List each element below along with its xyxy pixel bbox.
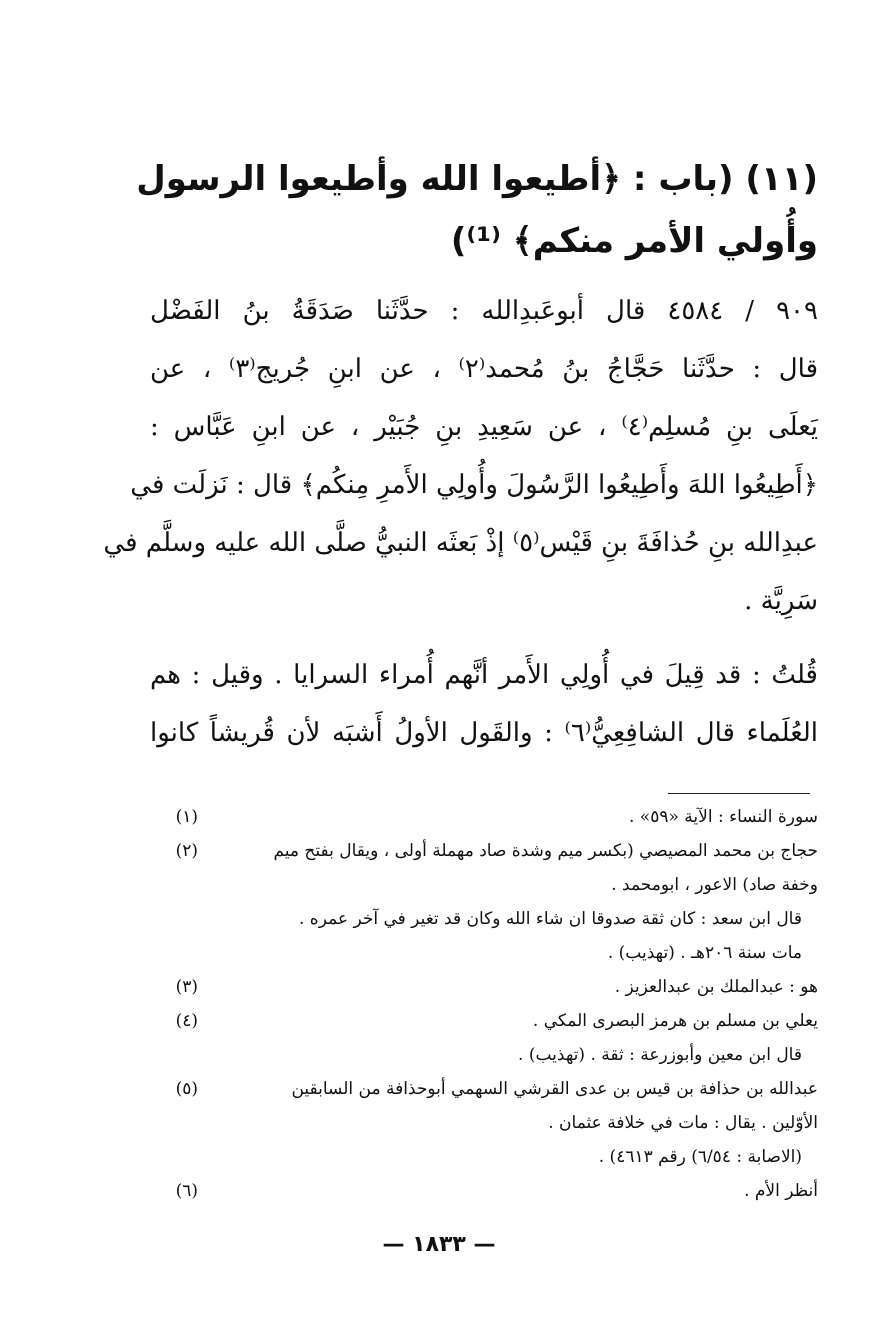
footnote-line: وخفة صاد) الاعور ، ابومحمد . — [611, 875, 818, 895]
page-number: — ١٨٣٣ — — [382, 1232, 496, 1257]
footnote — [148, 1174, 818, 1208]
footnote-line: قال ابن سعد : كان ثقة صدوقا ان شاء الله وكان قد تغير في آخر عمره . — [299, 909, 802, 929]
heading-line: وأُولي الأمر منكم﴾ ⁽¹⁾) — [450, 221, 818, 261]
footnote-line: الأوّلين . يقال : مات في خلافة عثمان . — [548, 1113, 818, 1133]
paragraph — [103, 282, 818, 630]
footnote-line: مات سنة ٢٠٦هـ . (تهذيب) . — [607, 943, 802, 963]
footnote-number: (٦) — [175, 1181, 198, 1201]
footnote-line: عبدالله بن حذافة بن قيس بن عدى القرشي السهمي أبوحذافة من السابقين — [291, 1079, 818, 1099]
footnote — [148, 800, 818, 834]
footnote-line: يعلي بن مسلم بن هرمز البصرى المكي . — [532, 1011, 818, 1031]
text-line: العُلَماء قال الشافِعِيُّ⁽٦⁾ : والقَول الأولُ أَشبَه لأن قُريشاً كانوا — [150, 718, 818, 748]
footnotes — [148, 800, 818, 1208]
footnote — [148, 1072, 818, 1174]
footnote-number: (٥) — [175, 1079, 198, 1099]
footnote — [148, 1004, 818, 1072]
paragraph — [150, 646, 818, 762]
text-line: قُلتُ : قد قِيلَ في أُولِي الأَمر أنَّهم أُمراء السرايا . وقيل : هم — [150, 660, 818, 690]
text-line: يَعلَى بنِ مُسلِم⁽٤⁾ ، عن سَعِيدِ بنِ جُبَيْر ، عن ابنِ عَبَّاس : — [150, 412, 818, 442]
footnote-number: (١) — [175, 807, 198, 827]
footnote-line: سورة النساء : الآية «٥٩» . — [628, 807, 818, 827]
footnote-number: (٣) — [175, 977, 198, 997]
footnote-number: (٢) — [175, 841, 198, 861]
footnote-line: أنظر الأم . — [744, 1181, 818, 1201]
footnote-number: (٤) — [175, 1011, 198, 1031]
text-line: قال : حدَّثَنا حَجَّاجُ بنُ مُحمد⁽٢⁾ ، عن ابنِ جُريج⁽٣⁾ ، عن — [150, 354, 818, 384]
footnote-line: حجاج بن محمد المصيصي (بكسر ميم وشدة صاد مهملة أولى ، ويقال بفتح ميم — [273, 841, 818, 861]
footnote-line: (الاصابة : ٦/٥٤) رقم ٤٦١٣) . — [598, 1147, 802, 1167]
text-line: عبدِالله بنِ حُذافَةَ بنِ قَيْس⁽٥⁾ إذْ بَعثَه النبيُّ صلَّى الله عليه وسلَّم في — [103, 528, 818, 558]
hadith-text — [103, 282, 818, 762]
footnote-line: قال ابن معين وأبوزرعة : ثقة . (تهذيب) . — [518, 1045, 802, 1065]
text-line: سَرِيَّة . — [744, 586, 818, 616]
heading-line: (١١) (باب : ﴿أطيعوا الله وأطيعوا الرسول — [136, 159, 818, 199]
text-line: ﴿أَطِيعُوا اللهَ وأَطِيعُوا الرَّسُولَ وأُولِي الأَمرِ مِنكُم﴾ قال : نَزلَت في — [130, 470, 818, 500]
footnote-separator — [668, 793, 810, 794]
text-line: ٩٠٩ / ٤٥٨٤ قال أبوعَبدِالله : حدَّثَنا صَدَقَةُ بنُ الفَضْل — [150, 296, 818, 326]
chapter-heading — [136, 148, 818, 272]
footnote — [148, 970, 818, 1004]
footnote-line: هو : عبدالملك بن عبدالعزيز . — [614, 977, 818, 997]
footnote — [148, 834, 818, 970]
